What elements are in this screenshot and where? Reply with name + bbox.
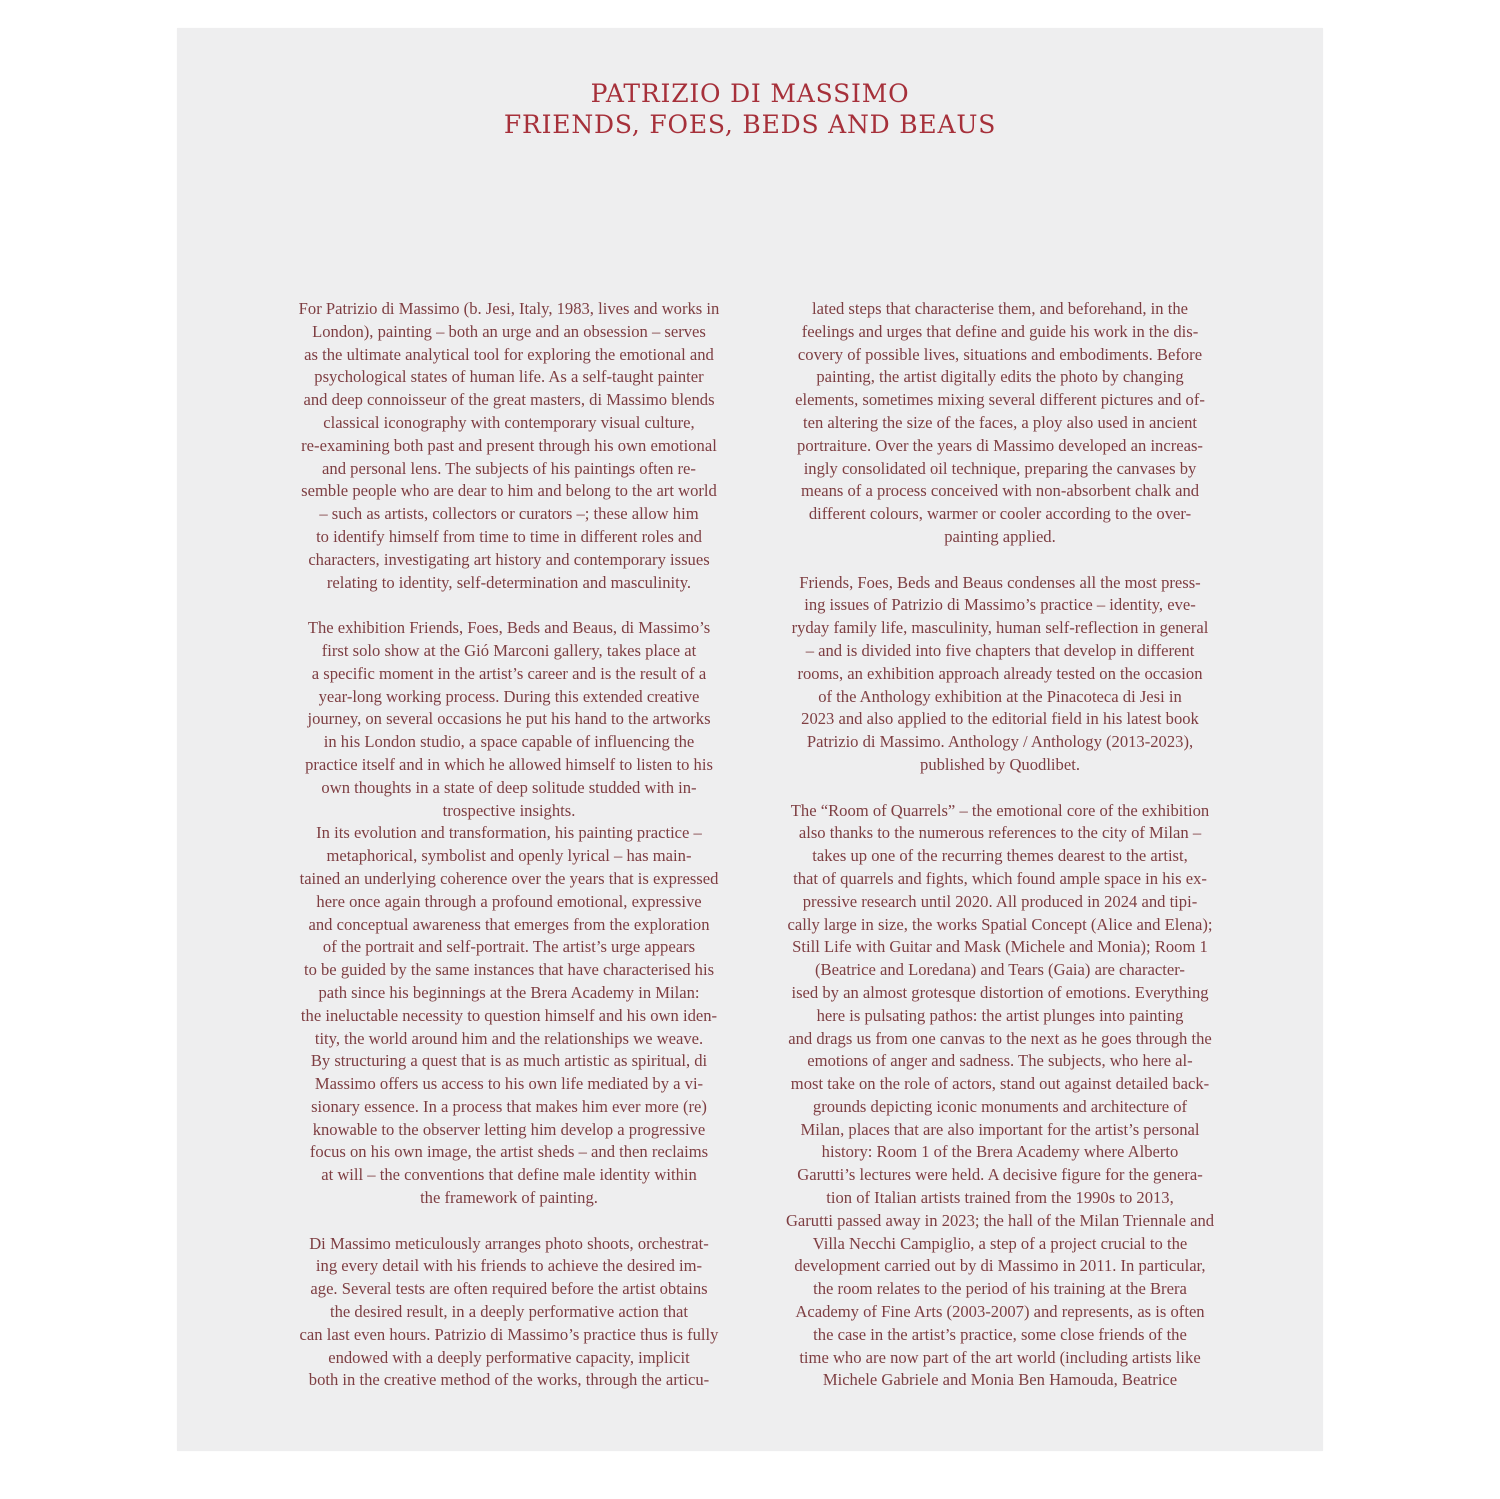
- text-line: Garutti passed away in 2023; the hall of the Milan Triennale and: [785, 1210, 1215, 1230]
- text-line: rooms, an exhibition approach already tested on the occasion: [797, 663, 1203, 683]
- text-line: time who are now part of the art world (including artists like: [799, 1347, 1201, 1367]
- text-line: at will – the conventions that define male identity within: [321, 1165, 697, 1185]
- text-line: In its evolution and transformation, his painting practice –: [316, 823, 702, 843]
- text-line: means of a process conceived with non-absorbent chalk and: [800, 481, 1200, 501]
- text-line: feelings and urges that define and guide his work in the dis-: [801, 321, 1199, 341]
- text-line: characters, investigating art history and contemporary issues: [308, 549, 710, 569]
- text-line: most take on the role of actors, stand out against detailed back-: [790, 1074, 1210, 1094]
- text-line: semble people who are dear to him and belong to the art world: [301, 481, 717, 501]
- text-line: psychological states of human life. As a self-taught painter: [314, 367, 704, 387]
- text-line: Still Life with Guitar and Mask (Michele and Monia); Room 1: [792, 937, 1208, 957]
- text-line: London), painting – both an urge and an obsession – serves: [312, 321, 706, 341]
- text-line: also thanks to the numerous references to the city of Milan –: [798, 823, 1202, 843]
- text-line: here once again through a profound emotional, expressive: [316, 891, 702, 911]
- text-line: re-examining both past and present through his own emotional: [301, 435, 717, 455]
- text-line: covery of possible lives, situations and embodiments. Before: [797, 344, 1203, 364]
- text-line: Patrizio di Massimo. Anthology / Anthology (2013-2023),: [806, 732, 1194, 752]
- text-column-left: [264, 298, 754, 1392]
- text-line: and personal lens. The subjects of his paintings often re-: [322, 458, 696, 478]
- text-line: metaphorical, symbolist and openly lyrical – has main-: [326, 846, 692, 866]
- title-line-exhibition: FRIENDS, FOES, BEDS AND BEAUS: [503, 110, 997, 139]
- paragraph-gap: [755, 549, 1245, 572]
- text-line: here is pulsating pathos: the artist plunges into painting: [816, 1005, 1184, 1025]
- text-line: in his London studio, a space capable of influencing the: [323, 732, 695, 752]
- text-line: tion of Italian artists trained from the 1990s to 2013,: [826, 1188, 1174, 1208]
- text-line: first solo show at the Gió Marconi gallery, takes place at: [321, 640, 697, 660]
- text-line: endowed with a deeply performative capacity, implicit: [328, 1347, 690, 1367]
- text-line: of the portrait and self-portrait. The artist’s urge appears: [322, 937, 696, 957]
- text-line: and drags us from one canvas to the next as he goes through the: [788, 1028, 1212, 1048]
- text-line: history: Room 1 of the Brera Academy where Alberto: [821, 1142, 1179, 1162]
- text-line: lated steps that characterise them, and beforehand, in the: [812, 299, 1188, 318]
- text-line: as the ultimate analytical tool for exploring the emotional and: [304, 344, 714, 364]
- text-line: tity, the world around him and the relationships we weave.: [314, 1028, 704, 1048]
- text-line: Villa Necchi Campiglio, a step of a project crucial to the: [812, 1233, 1188, 1253]
- text-line: development carried out by di Massimo in 2011. In particular,: [794, 1256, 1206, 1276]
- text-line: Academy of Fine Arts (2003-2007) and represents, as is often: [795, 1302, 1205, 1322]
- text-line: journey, on several occasions he put his hand to the artworks: [307, 709, 711, 729]
- text-line: Friends, Foes, Beds and Beaus condenses all the most press-: [799, 572, 1201, 592]
- text-line: pressive research until 2020. All produced in 2024 and tipi-: [802, 891, 1198, 911]
- text-line: ryday family life, masculinity, human self-reflection in general: [791, 618, 1209, 638]
- text-line: year-long working process. During this extended creative: [318, 686, 700, 706]
- text-column-right: [755, 298, 1245, 1392]
- text-line: takes up one of the recurring themes dearest to the artist,: [812, 846, 1188, 866]
- text-line: emotions of anger and sadness. The subjects, who here al-: [807, 1051, 1193, 1071]
- text-line: painting, the artist digitally edits the photo by changing: [816, 367, 1184, 387]
- text-line: Michele Gabriele and Monia Ben Hamouda, Beatrice: [822, 1370, 1178, 1390]
- text-line: to be guided by the same instances that have characterised his: [303, 960, 715, 980]
- text-line: the ineluctable necessity to question himself and his own iden-: [300, 1005, 718, 1025]
- text-line: the room relates to the period of his training at the Brera: [813, 1279, 1187, 1299]
- text-line: painting applied.: [944, 526, 1056, 546]
- text-line: portraiture. Over the years di Massimo developed an increas-: [797, 435, 1203, 455]
- text-line: focus on his own image, the artist sheds – and then reclaims: [309, 1142, 709, 1162]
- text-line: own thoughts in a state of deep solitude studded with in-: [321, 777, 697, 797]
- text-line: to identify himself from time to time in different roles and: [316, 526, 702, 546]
- text-line: – such as artists, collectors or curators –; these allow him: [319, 504, 699, 524]
- text-line: ing every detail with his friends to achieve the desired im-: [315, 1256, 703, 1276]
- text-line: ingly consolidated oil technique, preparing the canvases by: [803, 458, 1197, 478]
- paragraph-gap: [264, 594, 754, 617]
- text-line: ing issues of Patrizio di Massimo’s practice – identity, eve-: [804, 595, 1196, 615]
- text-line: sionary essence. In a process that makes him ever more (re): [311, 1096, 707, 1116]
- text-line: cally large in size, the works Spatial Concept (Alice and Elena);: [787, 914, 1213, 934]
- text-line: practice itself and in which he allowed himself to listen to his: [305, 754, 713, 774]
- text-line: tained an underlying coherence over the years that is expressed: [299, 868, 719, 888]
- text-line: (Beatrice and Loredana) and Tears (Gaia) are character-: [815, 960, 1185, 980]
- text-line: of the Anthology exhibition at the Pinacoteca di Jesi in: [818, 686, 1182, 706]
- paragraph-gap: [755, 777, 1245, 800]
- text-line: the desired result, in a deeply performative action that: [329, 1302, 688, 1322]
- text-line: elements, sometimes mixing several different pictures and of-: [795, 390, 1205, 410]
- text-line: both in the creative method of the works, through the articu-: [308, 1370, 710, 1390]
- text-line: classical iconography with contemporary visual culture,: [323, 412, 695, 432]
- text-line: grounds depicting iconic monuments and architecture of: [812, 1096, 1188, 1116]
- text-line: By structuring a quest that is as much artistic as spiritual, di: [310, 1051, 708, 1071]
- text-line: Milan, places that are also important for the artist’s personal: [800, 1119, 1200, 1139]
- text-line: path since his beginnings at the Brera Academy in Milan:: [318, 982, 700, 1002]
- text-line: ised by an almost grotesque distortion of emotions. Everything: [791, 982, 1209, 1002]
- text-line: can last even hours. Patrizio di Massimo’s practice thus is fully: [299, 1324, 719, 1344]
- document-page: [177, 28, 1323, 1451]
- text-line: the case in the artist’s practice, some close friends of the: [813, 1324, 1187, 1344]
- text-line: Massimo offers us access to his own life mediated by a vi-: [314, 1074, 704, 1094]
- text-line: The exhibition Friends, Foes, Beds and Beaus, di Massimo’s: [307, 618, 711, 638]
- text-line: that of quarrels and fights, which found ample space in his ex-: [793, 868, 1207, 888]
- text-line: knowable to the observer letting him develop a progressive: [312, 1119, 706, 1139]
- text-line: Garutti’s lectures were held. A decisive figure for the genera-: [797, 1165, 1203, 1185]
- page-title: [177, 78, 1323, 140]
- title-line-artist: PATRIZIO DI MASSIMO: [590, 79, 910, 108]
- text-line: 2023 and also applied to the editorial field in his latest book: [801, 709, 1199, 729]
- text-line: and conceptual awareness that emerges from the exploration: [308, 914, 710, 934]
- text-line: The “Room of Quarrels” – the emotional core of the exhibition: [790, 800, 1210, 820]
- text-line: and deep connoisseur of the great masters, di Massimo blends: [303, 390, 715, 410]
- text-line: ten altering the size of the faces, a ploy also used in ancient: [803, 412, 1197, 432]
- text-line: trospective insights.: [442, 800, 576, 820]
- paragraph-gap: [264, 1210, 754, 1233]
- text-line: Di Massimo meticulously arranges photo shoots, orchestrat-: [309, 1233, 709, 1253]
- text-line: For Patrizio di Massimo (b. Jesi, Italy, 1983, lives and works in: [298, 299, 720, 318]
- text-line: different colours, warmer or cooler according to the over-: [808, 504, 1192, 524]
- text-line: age. Several tests are often required before the artist obtains: [310, 1279, 708, 1299]
- text-line: relating to identity, self-determination and masculinity.: [326, 572, 692, 592]
- text-line: – and is divided into five chapters that develop in different: [805, 640, 1195, 660]
- text-line: published by Quodlibet.: [920, 754, 1080, 774]
- text-line: the framework of painting.: [420, 1188, 598, 1208]
- text-line: a specific moment in the artist’s career and is the result of a: [311, 663, 707, 683]
